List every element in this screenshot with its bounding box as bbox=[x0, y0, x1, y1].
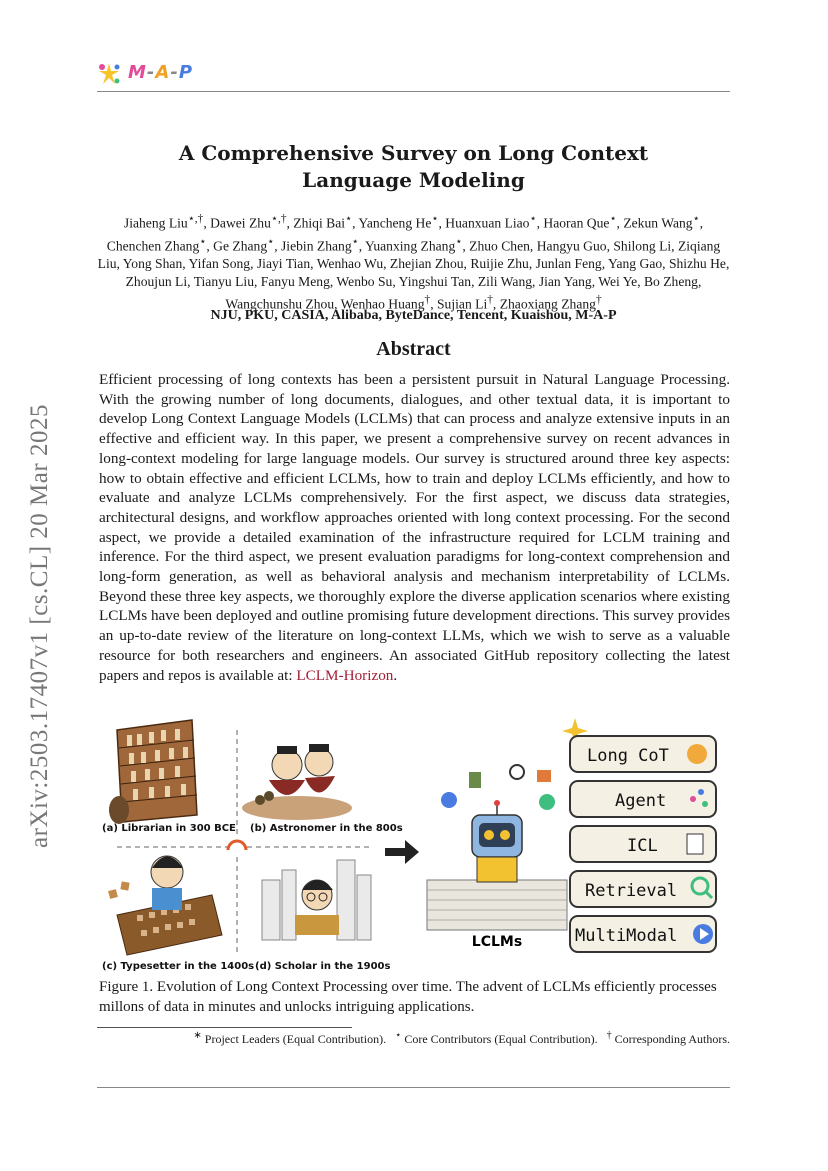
scholar-illustration bbox=[262, 860, 371, 940]
atom-icon bbox=[539, 794, 555, 810]
logo-letter-a: A bbox=[155, 62, 171, 83]
label-typesetter: (c) Typesetter in the 1400s bbox=[102, 961, 255, 972]
abstract-end: . bbox=[393, 666, 398, 684]
pill-agent bbox=[570, 781, 716, 817]
abstract-body bbox=[99, 370, 730, 685]
pill-icl-label: ICL bbox=[627, 836, 658, 856]
microscope-icon bbox=[469, 772, 481, 788]
abstract-text: Efficient processing of long contexts has been a persistent pursuit in Natural Language Processing. With the growing number of long documents, dialogues, and other textual data, it is important to develop Long Context Language Models (LCLMs) that can process and analyze extensive inputs in an effective and efficient way. In this paper, we present a comprehensive survey on recent advances in long-context modeling for large language models. Our survey is structured around three key aspects: how to obtain effective and efficient LCLMs, how to train and deploy LCLMs efficiently, and how to evaluate and analyze LCLMs comprehensively. For the first aspect, we discuss data strategies, architectural designs, and workflow approaches oriented with long context processing. For the second aspect, we provide a detailed examination of the infrastructure required for LCLM training and inference. For the third aspect, we present evaluation paradigms for long-context comprehension and long-form generation, as well as behavioral analysis and mechanism interpretability of LCLMs. Beyond these three key aspects, we thoroughly explore the diverse application scenarios where existing LCLMs have been deployed and outline promising future development directions. This survey provides an up-to-date review of the literature on long-context LLMs, which we wish to serve as a valuable resource for both researchers and engineers. An associated GitHub repository collecting the latest papers and repos is available at: bbox=[99, 371, 730, 684]
pill-multimodal-label: MultiModal bbox=[575, 926, 678, 946]
label-scholar: (d) Scholar in the 1900s bbox=[255, 961, 391, 972]
affiliations: NJU, PKU, CASIA, Alibaba, ByteDance, Tencent, Kuaishou, M-A-P bbox=[210, 308, 617, 323]
brain-icon bbox=[687, 744, 707, 764]
dots-icon bbox=[690, 796, 696, 802]
astronomer-illustration bbox=[242, 744, 352, 820]
globe-icon bbox=[441, 792, 457, 808]
abstract-heading: Abstract bbox=[376, 338, 451, 360]
label-lclms: LCLMs bbox=[471, 934, 523, 950]
pill-retrieval bbox=[570, 871, 716, 907]
pill-long-cot-label: Long CoT bbox=[587, 746, 669, 766]
header-rule bbox=[97, 91, 730, 92]
pill-multimodal bbox=[570, 916, 716, 952]
pill-retrieval-label: Retrieval bbox=[585, 881, 678, 901]
figure-1-illustration bbox=[97, 710, 730, 978]
lclm-horizon-link[interactable]: LCLM-Horizon bbox=[296, 666, 394, 684]
paper-title bbox=[97, 140, 730, 194]
palette-icon bbox=[537, 770, 551, 782]
figure-caption: Figure 1. Evolution of Long Context Processing over time. The advent of LCLMs efficiently processes millons of data in minutes and unlocks intriguing applications. bbox=[99, 979, 717, 1015]
lclm-robot-illustration bbox=[427, 765, 567, 930]
footnote-corresponding: Corresponding Authors. bbox=[614, 1032, 730, 1046]
typesetter-illustration bbox=[108, 856, 222, 955]
title-line-2: Language Modeling bbox=[302, 168, 525, 192]
logo-wordmark bbox=[128, 62, 193, 83]
bottom-rule bbox=[97, 1087, 730, 1088]
label-librarian: (a) Librarian in 300 BCE bbox=[102, 823, 236, 834]
pill-long-cot bbox=[570, 736, 716, 772]
author-list: Jiaheng Liu⋆,†, Dawei Zhu⋆,†, Zhiqi Bai⋆, Yancheng He⋆, Huanxuan Liao⋆, Haoran Que⋆, Zekun Wang⋆, Chenchen Zhang⋆, Ge Zhang⋆, Jiebin Zhang⋆, Yuanxing Zhang⋆, Zhuo Chen, Hangyu Guo, Shilong Li, Ziqiang Liu, Yong Shan, Yifan Song, Jiayi Tian, Wenhao Wu, Zhejian Zhou, Ruijie Zhu, Junlan Feng, Yang Gao, Shizhu He, Zhoujun Li, Tianyu Liu, Fanyu Meng, Wenbo Su, Yingshui Tan, Zili Wang, Jian Yang, Wei Ye, Bo Zheng, Wangchunshu Zhou, Wenhao Huang†, Sujian Li†, Zhaoxiang Zhang† bbox=[97, 213, 730, 312]
logo-letter-p: P bbox=[178, 62, 194, 83]
label-astronomer: (b) Astronomer in the 800s bbox=[250, 823, 403, 834]
star-cluster-icon bbox=[97, 62, 121, 86]
logo-dash: - bbox=[170, 62, 179, 83]
footnote-core: Core Contributors (Equal Contribution). bbox=[404, 1032, 598, 1046]
title-line-1: A Comprehensive Survey on Long Context bbox=[178, 141, 649, 165]
logo-letter-m: M bbox=[128, 62, 147, 83]
arxiv-stamp: arXiv:2503.17407v1 [cs.CL] 20 Mar 2025 bbox=[26, 404, 53, 848]
librarian-illustration bbox=[109, 720, 197, 824]
pill-icl bbox=[570, 826, 716, 862]
footnote-leaders: Project Leaders (Equal Contribution). bbox=[204, 1032, 387, 1046]
gauge-icon bbox=[228, 841, 246, 850]
arrow-right-icon bbox=[385, 840, 419, 864]
footnote-rule bbox=[97, 1027, 352, 1028]
document-pen-icon bbox=[687, 834, 703, 854]
pill-agent-label: Agent bbox=[615, 791, 667, 811]
logo-dash: - bbox=[146, 62, 156, 83]
magnifier-icon bbox=[510, 765, 524, 779]
footnote: ∗ Project Leaders (Equal Contribution). ⋆ Core Contributors (Equal Contribution). † Corresponding Authors. bbox=[193, 1030, 730, 1046]
